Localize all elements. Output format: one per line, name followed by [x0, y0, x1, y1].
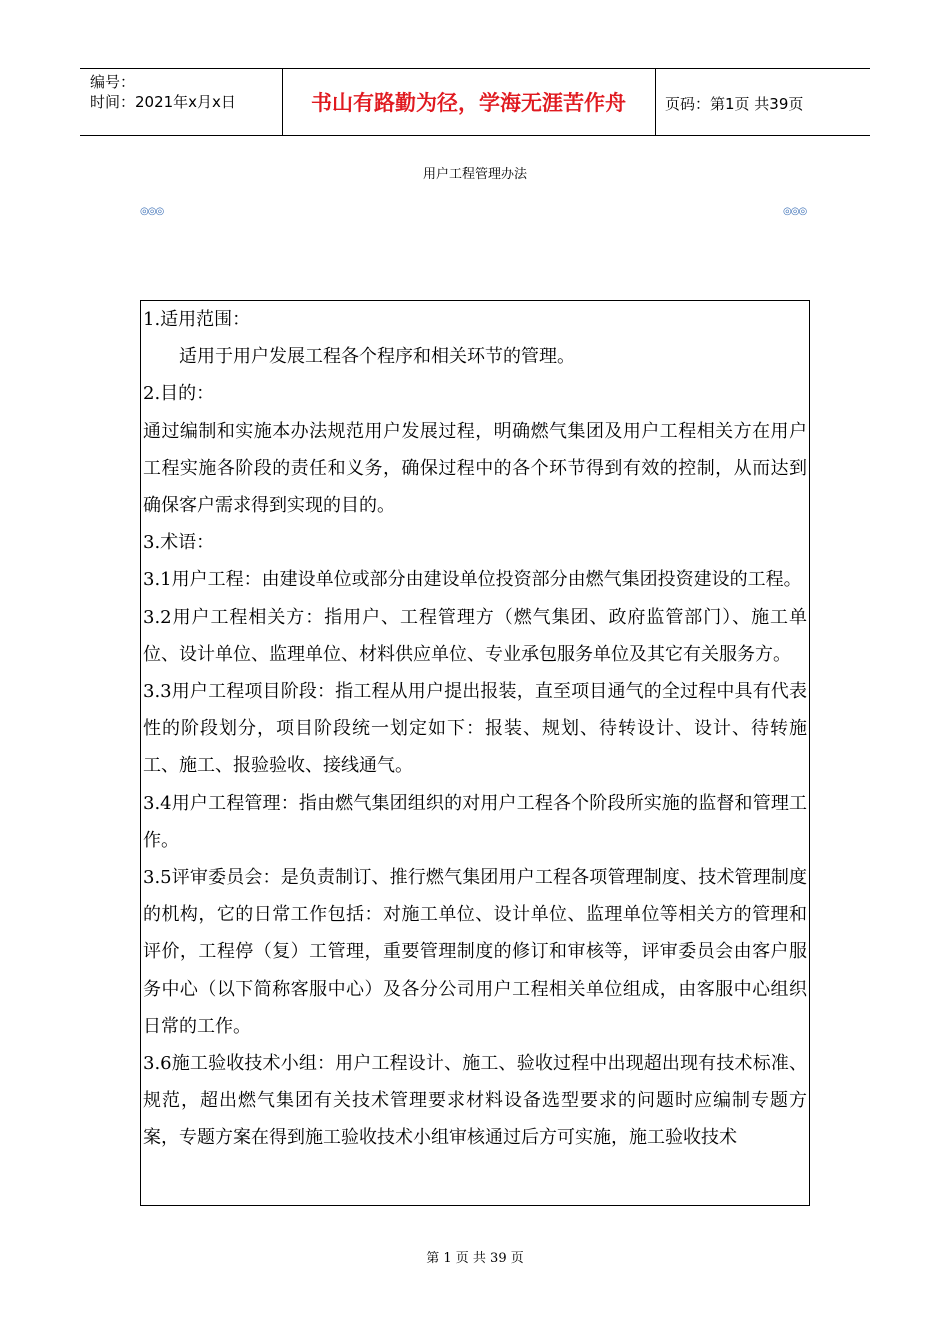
term-3-3: 3.3用户工程项目阶段：指工程从用户提出报装，直至项目通气的全过程中具有代表性的阶段划分，项目阶段统一划定如下：报装、规划、待转设计、设计、待转施工、施工、报验验收、接线通气。 — [143, 681, 807, 777]
term-3-2: 3.2用户工程相关方：指用户、工程管理方（燃气集团、政府监管部门）、施工单位、设计单位、监理单位、材料供应单位、专业承包服务单位及其它有关服务方。 — [143, 606, 807, 665]
section-2-text: 通过编制和实施本办法规范用户发展过程，明确燃气集团及用户工程相关方在用户工程实施各阶段的责任和义务，确保过程中的各个环节得到有效的控制，从而达到确保客户需求得到实现的目的。 — [143, 420, 807, 517]
code-label: 编号： — [90, 73, 136, 91]
section-2-heading: 2.目的： — [143, 383, 215, 405]
term-3-6: 3.6施工验收技术小组：用户工程设计、施工、验收过程中出现超出现有技术标准、规范，超出燃气集团有关技术管理要求材料设备选型要求的问题时应编制专题方案，专题方案在得到施工验收技术小组审核通过后方可实施，施工验收技术 — [143, 1053, 807, 1149]
term-3-1: 3.1用户工程：由建设单位或部分由建设单位投资部分由燃气集团投资建设的工程。 — [143, 569, 802, 591]
section-1-heading: 1.适用范围： — [143, 309, 251, 330]
content-box — [140, 300, 810, 1206]
header-page-info: 页码：第1页 共39页 — [665, 95, 804, 113]
section-1-text: 适用于用户发展工程各个程序和相关环节的管理。 — [179, 346, 575, 368]
header-motto: 书山有路勤为径，学海无涯苦作舟 — [311, 90, 626, 115]
document-title: 用户工程管理办法 — [422, 167, 527, 182]
section-3-heading: 3.术语： — [143, 532, 215, 554]
page-footer: 第 1 页 共 39 页 — [426, 1251, 524, 1266]
ornament-left-icon: ◎◎◎ — [140, 206, 164, 217]
term-3-4: 3.4用户工程管理：指由燃气集团组织的对用户工程各个阶段所实施的监督和管理工作。 — [143, 792, 807, 851]
ornament-right-icon: ◎◎◎ — [783, 206, 807, 217]
term-3-5: 3.5评审委员会：是负责制订、推行燃气集团用户工程各项管理制度、技术管理制度的机构，它的日常工作包括：对施工单位、设计单位、监理单位等相关方的管理和评价，工程停（复）工管理，重要管理制度的修订和审核等，评审委员会由客户服务中心（以下简称客服中心）及各分公司用户工程相关单位组成，由客服中心组织日常的工作。 — [143, 867, 807, 1037]
header-bottom-rule — [80, 135, 870, 136]
date-label: 时间：2021年x月x日 — [90, 93, 236, 111]
header-divider-right — [655, 68, 656, 135]
header-meta — [90, 72, 236, 112]
